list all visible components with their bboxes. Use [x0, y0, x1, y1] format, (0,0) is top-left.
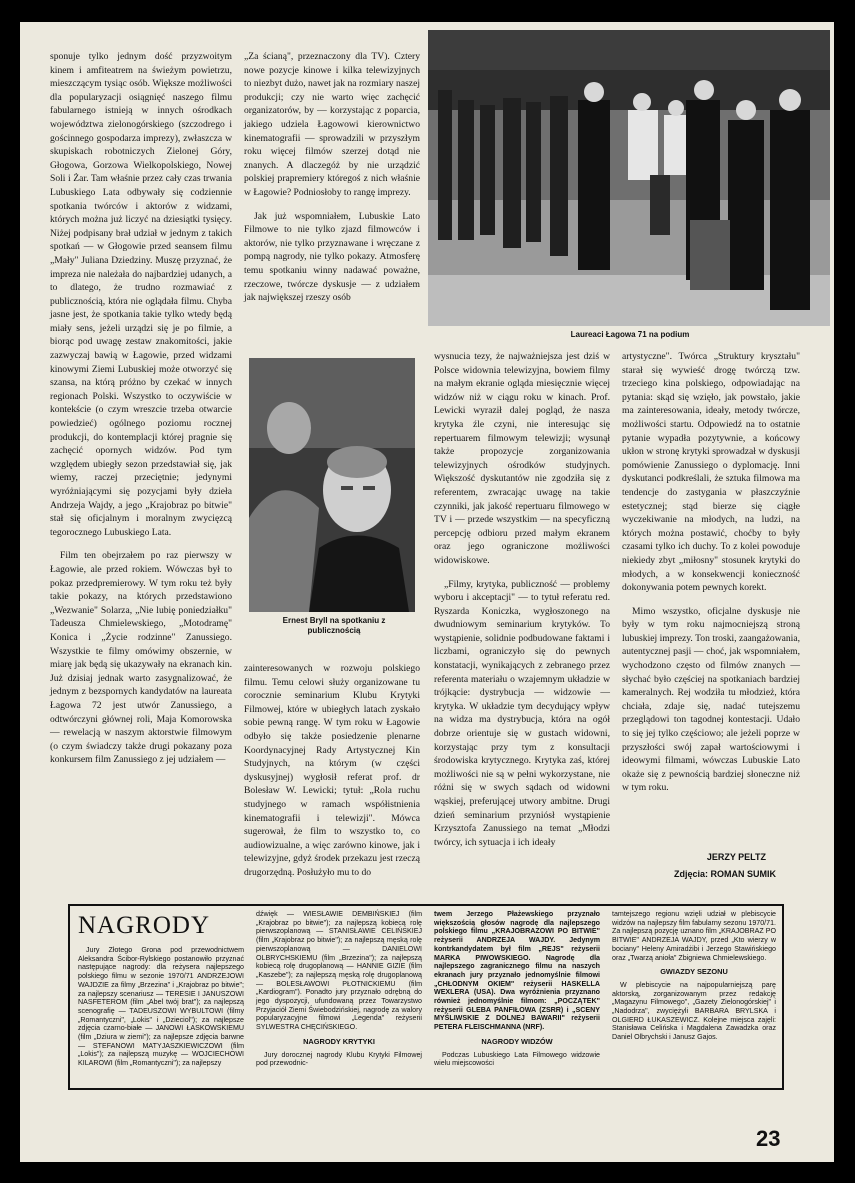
- podium-photo-caption: Laureaci Łagowa 71 na podium: [570, 330, 690, 339]
- article-column-4: [622, 350, 800, 830]
- awards-column-2: [256, 910, 422, 1086]
- photo-credit: Zdjęcia: ROMAN SUMIK: [673, 869, 776, 879]
- awards-paragraph: twem Jerzego Płażewskiego przyznało większością głosów nagrodę dla najlepszego polskiego filmu „KRAJOBRAZOWI PO BITWIE" reżyserii ANDRZEJA WAJDY. Jedynym kontrkandydatem był film „REJS" reżyserii MARKA PIWOWSKIEGO. Nagrodę dla najlepszego zagranicznego filmu na naszych ekranach jury przyznało jednomyślnie filmowi „CHŁODNYM OKIEM" reżyserii HASKELLA WEXLERA (USA). Dwa wyróżnienia przyznano również jednomyślnie filmom: „POCZĄTEK" reżyserii GLEBA PANFIŁOWA (ZSRR) i „SCENY MYŚLIWSKIE Z DOLNEJ BAWARII" reżyserii PETERA FLEISCHMANNA (NRF).: [434, 910, 600, 1032]
- article-paragraph: Film ten obejrzałem po raz pierwszy w Łagowie, ale przed rokiem. Wówczas był to pokaz przedpremierowy. W tym roku też były takie pokazy, na których przedstawiono „Wezwanie" Solarza, „Nie lubię poniedziałku" Tadeusza Chmielewskiego, „Motodramę" Konica i „Życie rodzinne" Zanussiego. Wszystkie te filmy omówimy obszernie, w miarę jak będą się ukazywały na ekranach kin. Już dzisiaj jednak warto zasygnalizować, że jednym z bezspornych kandydatów na laureata Łagowa 72 jest utwór Zanussiego, a odtwórczyni głównej roli, Maja Komorowska — rewelacją w naszym aktorstwie filmowym (o czym świadczy także drugi pokazany poza konkursem film Zanussiego z jej udziałem —: [50, 550, 232, 766]
- awards-paragraph: dźwięk — WIESŁAWIE DEMBIŃSKIEJ (film „Krajobraz po bitwie"); za najlepszą kobiecą rolę pierwszoplanową — STANISŁAWIE CELIŃSKIEJ (film „Krajobraz po bitwie"); za najlepszą męską rolę pierwszoplanową — DANIELOWI OLBRYCHSKIEMU (film „Brzezina"); za najlepszą kobiecą rolę drugoplanową — HANNIE GIZIE (film „Kaszebe"); za najlepszą męską rolę drugoplanową — BOLESŁAWOWI PŁOTNICKIEMU (film „Kardiogram"). Ponadto jury przyznało odrębną do jego dyspozycji, ufundowaną przez Towarzystwo Przyjaciół Ziemi Świebodzińskiej, nagrodę za walory popularyzacyjne filmowi „Legenda" reżyserii SYLWESTRA CHĘCIŃSKIEGO.: [256, 910, 422, 1032]
- awards-paragraph: Podczas Lubuskiego Lata Filmowego widzowie wielu miejscowości: [434, 1050, 600, 1068]
- audience-awards-heading: NAGRODY WIDZÓW: [481, 1036, 553, 1046]
- page-number: 23: [756, 1126, 781, 1151]
- awards-column-3: [434, 910, 600, 1086]
- article-paragraph: Mimo wszystko, oficjalne dyskusje nie były w tym roku najmocniejszą stroną lubuskiej imprezy. Ton troski, zaangażowania, autentycznej pasji — choć, jak wspomniałem, wychodzono często od filmów znanych — słychać było częściej na spotkaniach bardziej kameralnych. Rej wodziła tu młodzież, która chciała, zdaje się, nadać tutejszemu przeglądowi ton tagodnej kontestacji. Udało to się jej tylko częściowo; ale jeżeli poprze w przyszłości swój zapał wartościowymi i ideowymi filmami, wówczas Lubuskie Lato okaże się z pewnością bardziej słoneczne niż w tym roku.: [622, 605, 800, 794]
- awards-paragraph: tamtejszego regionu wzięli udział w plebiscycie widzów na najlepszy film fabularny sezonu 1970/71. Za najlepszą pozycję uznano film „KRAJOBRAZ PO BITWIE" ANDRZEJA WAJDY, przed „Kto wierzy w bociany" Heleny Amiradżibi i Jerzego Stawińskiego oraz „Twarzą anioła" Zbigniewa Chmielewskiego.: [612, 910, 776, 962]
- article-paragraph: „Filmy, krytyka, publiczność — problemy wyboru i akceptacji" — to tytuł referatu red. Ryszarda Koniczka, wygłoszonego na dwudniowym seminarium krytyków. To wystąpienie, solidnie podbudowane faktami i liczbami, ograniczyło się do pewnych konstatacji, wynikających z zebranego przez referenta materiału o wzajemnym układzie w trójkącie: dystrybucja — widzowie — krytyka. W układzie tym decydujący wpływ na widza ma dystrybucja, która na ogół dobrze orientuje się w gustach widowni, korzystając przy tym z konsultacji środowiska krytycznego. Krytyka zaś, której możliwości nie są w pełni wykorzystane, nie różni się w swych sądach od widowni wąskiej, preferującej utwory ambitne. Drugi dzień seminarium przyniósł wystąpienie Krzysztofa Zanussiego na temat „Młodzi twórcy, ich sytuacja i ich ideały: [434, 578, 610, 848]
- laureates-podium-photo: [428, 30, 830, 326]
- article-paragraph: sponuje tylko jednym dość przyzwoitym kinem i amfiteatrem na świeżym powietrzu, mieszczącym tysiąc osób. Większe możliwości dla popularyzacji osiągnięć naszego filmu fabularnego istnieją w innych ośrodkach województwa zielonogórskiego (szczodrego i gościnnego gospodarza imprezy), zwłaszcza w skupiskach robotniczych Zielonej Góry, Głogowa, Gorzowa Wielkopolskiego, Nowej Soli i Żar. Tam właśnie przez cały czas trwania Lubuskiego Lata odbywały się codziennie spotkania twórców i aktorów z widzami, których można już liczyć na dziesiątki tysięcy. Niżej podpisany brał udział w jednym z takich spotkań — w Głogowie przed seansem filmu „Mały" Juliana Dziedziny. Muszę przyznać, że impreza nie należała do najbardziej udanych, a to dlatego, że trudno rozmawiać z publicznością, która nie oglądała filmu. Chyba jasne jest, że spotkania takie tylko wtedy będą miały sens, jeżeli urządzi się je po filmie, a biorąc pod uwagę zestaw znakomitości, jakie zazwyczaj bawią w Łagowie, przed widzami kinowymi Ziemi Lubuskiej może otworzyć się szansa, na którą próżno by czekać w innych regionach Polski. Wszystko to oczywiście w kontekście (o czym wreszcie trzeba otwarcie powiedzieć) ogólnego poziomu rocznej produkcji, do kontemplacji której pragnie się zachęcić opornych widzów. Pod tym względem ubiegły sezon przedstawiał się, jak wiemy, raczej przeciętnie; jedynymi wyróżniającymi się pozycjami były dzieła Andrzeja Wajdy, a jego „Krajobraz po bitwie" stał się oficjalnym i moralnym zwycięzcą tegorocznego Lubuskiego Lata.: [50, 51, 232, 538]
- article-paragraph: wysnucia tezy, że najważniejsza jest dziś w Polsce widownia telewizyjna, bowiem filmy na małym ekranie ogląda miesięcznie więcej widzów niż w ciągu roku w kinach. Prof. Lewicki wyraził dalej pogląd, że nasza krytyka źle czyni, nie interesując się repertuarem filmowym telewizji; wysunął także propozycje zorganizowania telewizyjnych ośrodków studyjnych. Większość dyskutantów nie zgodziła się z referentem, zwracając uwagę na takie czynniki, jak jakość repertuaru filmowego w TV i — przede wszystkim — na specyficzną percepcję odbioru przed małym ekranem oraz jego ograniczone możliwości widowiskowe.: [434, 351, 610, 566]
- article-paragraph: artystyczne". Twórca „Struktury kryształu" starał się wywieść drogę twórczą tzw. trzeciego kina polskiego, odpowiadając na pytania: skąd się wzięło, jak powstało, jakie ma zainteresowania, ideały, metody twórcze, możliwości startu. Odpowiedź na to ostatnie pytanie wypadła pozytywnie, a końcowy ukłon w stronę krytyki sprowadzał w dyskusji pomówienie Zanussiego o dyplomację. Inni dyskutanci podkreślali, że sztuka filmowa ma tendencje do zastygania w płaszczyźnie estetycznej; stąd bierze się ciągłe wyczekiwanie na młodych, na ludzi, na których można postawić, choćby to były czasami tylko ich duchy. To z kolei powoduje niekiedy zbyt „miłosny" stosunek krytyki do młodych, a w konsekwencji konieczność dokonywania potem pewnych korekt.: [622, 351, 800, 594]
- stars-of-season-heading: GWIAZDY SEZONU: [660, 967, 728, 977]
- article-column-1: [50, 50, 232, 884]
- bryll-photo-image: [249, 358, 415, 612]
- bryll-photo-caption: Ernest Bryll na spotkaniu z publicznością: [282, 616, 386, 635]
- article-paragraph: Jak już wspomniałem, Lubuskie Lato Filmowe to nie tylko zjazd filmowców i aktorów, nie tylko przyznawane i wręczane z pompą nagrody, nie tylko pokazy. Atmosferę temu spotkaniu winny nadawać poważne, rzeczowe, twórcze dyskusje — z udziałem jak największej rzeszy osób: [244, 210, 420, 304]
- awards-column-4: [612, 910, 776, 1086]
- article-column-3: [434, 350, 610, 884]
- article-paragraph: „Za ścianą", przeznaczony dla TV). Cztery nowe pozycje kinowe i kilka telewizyjnych to niezbyt dużo, nawet jak na rozmiary naszej produkcji; czy nie warto więc zachęcić organizatorów, by — korzystając z poparcia, jakiego udziela Łagowowi kierownictwo kinematografii — sprowadzili w przyszłym roku więcej filmów szerzej dotąd nie znanych. A dlaczegóż by nie urządzić polskiej prapremiery któregoś z nich właśnie w Łagowie? Podniosłoby to rangę imprezy.: [244, 51, 420, 198]
- article-column-2-top: [244, 50, 420, 362]
- awards-box-title: NAGRODY: [78, 912, 210, 939]
- awards-paragraph: Jury Złotego Grona pod przewodnictwem Aleksandra Ścibor-Rylskiego postanowiło przyznać następujące nagrody: dla reżysera najlepszego polskiego filmu w sezonie 1970/71 ANDRZEJOWI WAJDZIE za filmy „Brzezina" i „Krajobraz po bitwie"; za najlepszy scenariusz — TERESIE I JANUSZOWI NASFETEROM (film „Abel twój brat"); za najlepszą scenografię — TADEUSZOWI WYBULTOWI (filmy „Romantyczni", „Lokis" i „Dzieciol"); za najlepsze zdjęcia czarno-białe — JANOWI ŁASKOWSKIEMU (film „Dziura w ziemi"); za najlepsze zdjęcia barwne — STEFANOWI MATYJASZKIEWICZOWI (film „Lokis"); za najlepszą muzykę — WOJCIECHOWI KILAROWI (film „Romantyczni"); za najlepszy: [78, 946, 244, 1068]
- awards-box: [68, 904, 784, 1090]
- article-author: JERZY PELTZ: [706, 852, 766, 862]
- podium-photo-image: [428, 30, 830, 326]
- magazine-page: [20, 22, 834, 1162]
- awards-column-1: [78, 946, 244, 1086]
- awards-paragraph: Jury dorocznej nagrody Klubu Krytyki Filmowej pod przewodnic-: [256, 1050, 422, 1068]
- awards-paragraph: W plebiscycie na najpopularniejszą parę aktorską, zorganizowanym przez redakcję „Magazynu Filmowego", „Gazety Zielonogórskiej" i „Nadodrza", zwyciężyli BARBARA BRYLSKA i OLGIERD ŁUKASZEWICZ. Kolejne miejsca zajęli: Stanisława Celińska i Magdalena Zawadzka oraz Daniel Olbrychski i Janusz Gajos.: [612, 980, 776, 1042]
- article-column-2-bottom: [244, 662, 420, 884]
- ernest-bryll-photo: [249, 358, 415, 612]
- article-paragraph: zainteresowanych w rozwoju polskiego filmu. Temu celowi służy organizowane tu corocznie seminarium Klubu Krytyki Filmowej, które w ubiegłych latach zyskało sobie pewną rangę. W tym roku w Łagowie odbyło się także posiedzenie plenarne Koordynacyjnej Rady Artystycznej Kin Studyjnych, na którym (w części dyskusyjnej) wygłosił referat prof. dr Bolesław W. Lewicki; tytuł: „Rola ruchu studyjnego w ramach współistnienia kinematografii i telewizji". Mówca sugerował, że film to wszystko to, co audiowizualne, a więc zarówno kinowe, jak i telewizyjne, gdyż środek przekazu jest rzeczą drugorzędną. Posłużyło mu to do: [244, 663, 420, 878]
- critics-awards-heading: NAGRODY KRYTYKI: [303, 1036, 375, 1046]
